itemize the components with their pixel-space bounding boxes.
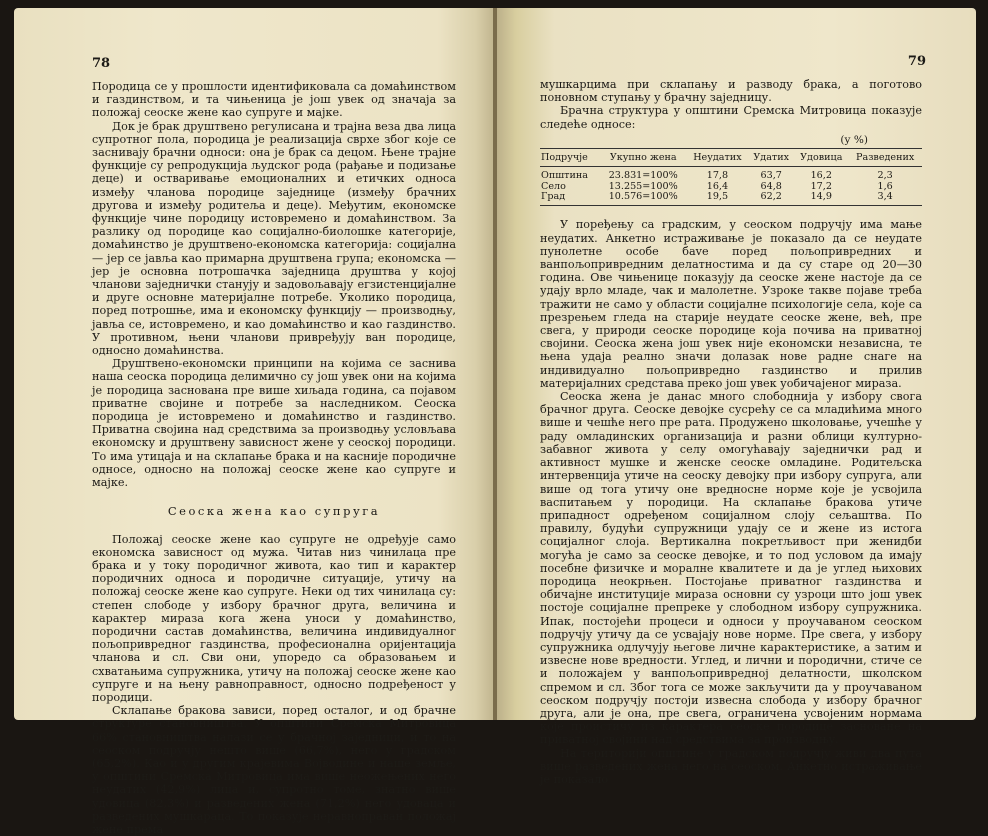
page-number: 78 [92, 56, 111, 71]
table-row [540, 192, 922, 206]
right-page [497, 8, 976, 786]
paragraph: Брачна структура у општини Сремска Митровица показује следеће односе: [540, 104, 922, 131]
table-cell: 10.576=100% [600, 192, 687, 206]
table-cell: 13.255=100% [608, 180, 678, 192]
table-cell: 16,4 [706, 180, 729, 192]
table-cell: 17,2 [810, 180, 832, 192]
paragraph: мушкарцима при склапању и разводу брака, а поготово поновном ступању у брачну заједницу. [540, 78, 922, 105]
data-table [540, 148, 922, 206]
table-cell: 23.831=100% [608, 170, 678, 182]
table-cell: 14,9 [794, 192, 848, 206]
table-cell: 64,8 [760, 180, 782, 192]
table-cell: 19,5 [687, 192, 749, 206]
column-header: Подручје [540, 149, 600, 167]
column-header: Удовица [794, 149, 848, 167]
table-cell: Село [541, 180, 566, 192]
column-header: Разведених [848, 149, 922, 167]
table-cell: 62,2 [748, 192, 794, 206]
table-cell: Град [540, 192, 600, 206]
paragraph: Док је брак друштвено регулисана и трајна веза два лица супротног пола, породица је реализација сврхе због које се заснивају брачни односи: она је брак са децом. Њене трајне функције су репродукција људског рода (рађање и подизање деце) и остваривање емоционалних и етичких односа између чланова породице заједнице (између брачних другова и између родитеља и деце). Међутим, економске функције чине породицу истовремено и домаћинством. За разлику од породице као социјално-биолошке категорије, домаћинство је друштвено-економска категорија: социјална — јер се јавља као примарна друштвена група; економска — јер је основна потрошачка заједница друштва у којој чланови заједнички станују и задовољавају егзистенцијалне и друге основне материјалне потребе. Уколико породица, поред потрошње, има и економску функцију — производњу, јавља се, истовремено, и као домаћинство и као газдинство. У противном, њени чланови привређују ван породице, односно домаћинства. [92, 119, 456, 358]
section-heading: Сеоска жена као супруга [167, 504, 381, 519]
table-cell: Општина [541, 170, 588, 182]
table-row [540, 167, 922, 182]
paragraph: Склапање бракова зависи, поред осталог, и од брачне структуре становништва. У општини Сремска Митровица 66% становништва налази се у брачној заједници, и то на сеоском подручју нешто више (66,7%), него у градском (65,2%). Као и у другим крајевима Војводине и наше земље, у општини Сремска Митровица има више неожењених него неудатих (42,9%) лица и, супротно томе, знатно више удовица (82,3%) и разведених жена (71,2%) него удоваца и разведених мушкараца. То показује неравноправан положај жене према [92, 704, 456, 836]
left-page-body [92, 80, 456, 836]
paragraph: Сеоска жена је данас много слободнија у избору свога брачног друга. Сеоске девојке сусрећу се са младићима много више и чешће него пре рата. Продужено школовање, учешће у раду омладинских организација и разни облици културно-забавног живота у селу омогућавају заједнички рад и активност мушке и женске сеоске омладине. Родитељска интервенција утиче на сеоску девојку при избору супруга, али више од тога утичу оне вредносне норме које је усвојила васпитањем у породици. На склапање бракова утиче припадност одређеном социјалном слоју сељаштва. По правилу, будући супружници удају се и жене из истога социјалног слоја. Вертикална покретљивост при женидби могућа је само за сеоске девојке, и то под условом да имају посебне физичке и моралне квалитете и да је углед њихових породица неокрњен. Постојање приватног газдинства и обичајне институције мираза основни су узроци што још увек постоје социјалне препреке у слободном избору супружника. Ипак, постојећи процеси и односи у проучаваном сеоском подручју утичу да се усвајају нове норме. Пре свега, у избору супружника одлучују његове личне карактеристике, а затим и извесне нове вредности. Углед, и лични и породични, стиче се и положајем у ванпољопривредној делатности, школском спремом и сл. Због тога се може закључити да у проучаваном сеоском подручју постоји извесна слобода у избору брачног друга, али је она, пре свега, ограничена усвојеним нормама које проистичу из карактера сеоске породице засноване на приватној својини над средствима за производњу. [540, 390, 922, 747]
table-row [540, 182, 922, 192]
right-page-body [540, 78, 922, 786]
table-header-row [540, 149, 922, 167]
table-cell: 17,8 [706, 170, 729, 182]
table-cell: 1,6 [877, 180, 893, 192]
paragraph: На територији општине у градском подручју живи два пута више разведених жена него на сеоском. Анкетно истраживање је показало [540, 746, 922, 786]
column-header: Удатих [748, 149, 794, 167]
open-book [14, 8, 976, 836]
table-unit: (у %) [840, 133, 868, 146]
table-cell: 63,7 [760, 170, 782, 182]
table-cell: 2,3 [877, 170, 893, 182]
paragraph: Друштвено-економски принципи на којима се заснива наша сеоска породица делимично су још увек они на којима је породица заснована пре више хиљада година, са појавом приватне својине и потребе за наследником. Сеоска породица је истовремено и домаћинство и газдинство. Приватна својина над средствима за производњу условљава економску и друштвену зависност жене у сеоској породици. То има утицаја и на склапање брака и на касније породичне односе, односно на положај сеоске жене као супруге и мајке. [92, 357, 456, 490]
page-number: 79 [907, 54, 926, 69]
column-header: Укупно жена [600, 149, 687, 167]
marital-structure-table [540, 134, 922, 207]
column-header: Неудатих [687, 149, 749, 167]
left-page [14, 8, 495, 836]
paragraph: У поређењу са градским, у сеоском подручју има мање неудатих. Анкетно истраживање је показало да се неудате пунолетне особе бave поред пољопривредних и ванпољопривредним делатностима и да су старе од 20—30 година. Ове чињенице показују да сеоске жене настоје да се удају врло младе, чак и малолетне. Узроке такве појаве треба тражити не само у области социјалне психологије села, које са презрењем гледа на старије неудате сеоске жене, већ, пре свега, у природи сеоске породице која почива на приватној својини. Сеоска жена још увек није економски независна, те њена удаја реално значи долазак нове радне снаге на индивидуално пољопривредно газдинство и прилив материјалних средстава преко још увек уобичајеног мираза. [540, 218, 922, 390]
table-cell: 3,4 [848, 192, 922, 206]
table-cell: 16,2 [810, 170, 832, 182]
paragraph: Положај сеоске жене као супруге не одређује само економска зависност од мужа. Читав низ чинилаца пре брака и у току породичног живота, као тип и карактер породичних односа и породичне ситуације, утичу на положај сеоске жене као супруге. Неки од тих чинилаца су: степен слободе у избору брачног друга, величина и карактер мираза кога жена уноси у домаћинство, породични састав домаћинства, величина индивидуалног пољопривредног газдинства, професионална оријентација чланова и сл. Сви они, упоредо са образовањем и схватањима супружника, утичу на положај сеоске жене као супруге и на њену равноправност, односно подређеност у породици. [92, 532, 456, 704]
paragraph: Породица се у прошлости идентификовала са домаћинством и газдинством, и та чињеница је још увек од значаја за положај сеоске жене као супруге и мајке. [92, 80, 456, 120]
